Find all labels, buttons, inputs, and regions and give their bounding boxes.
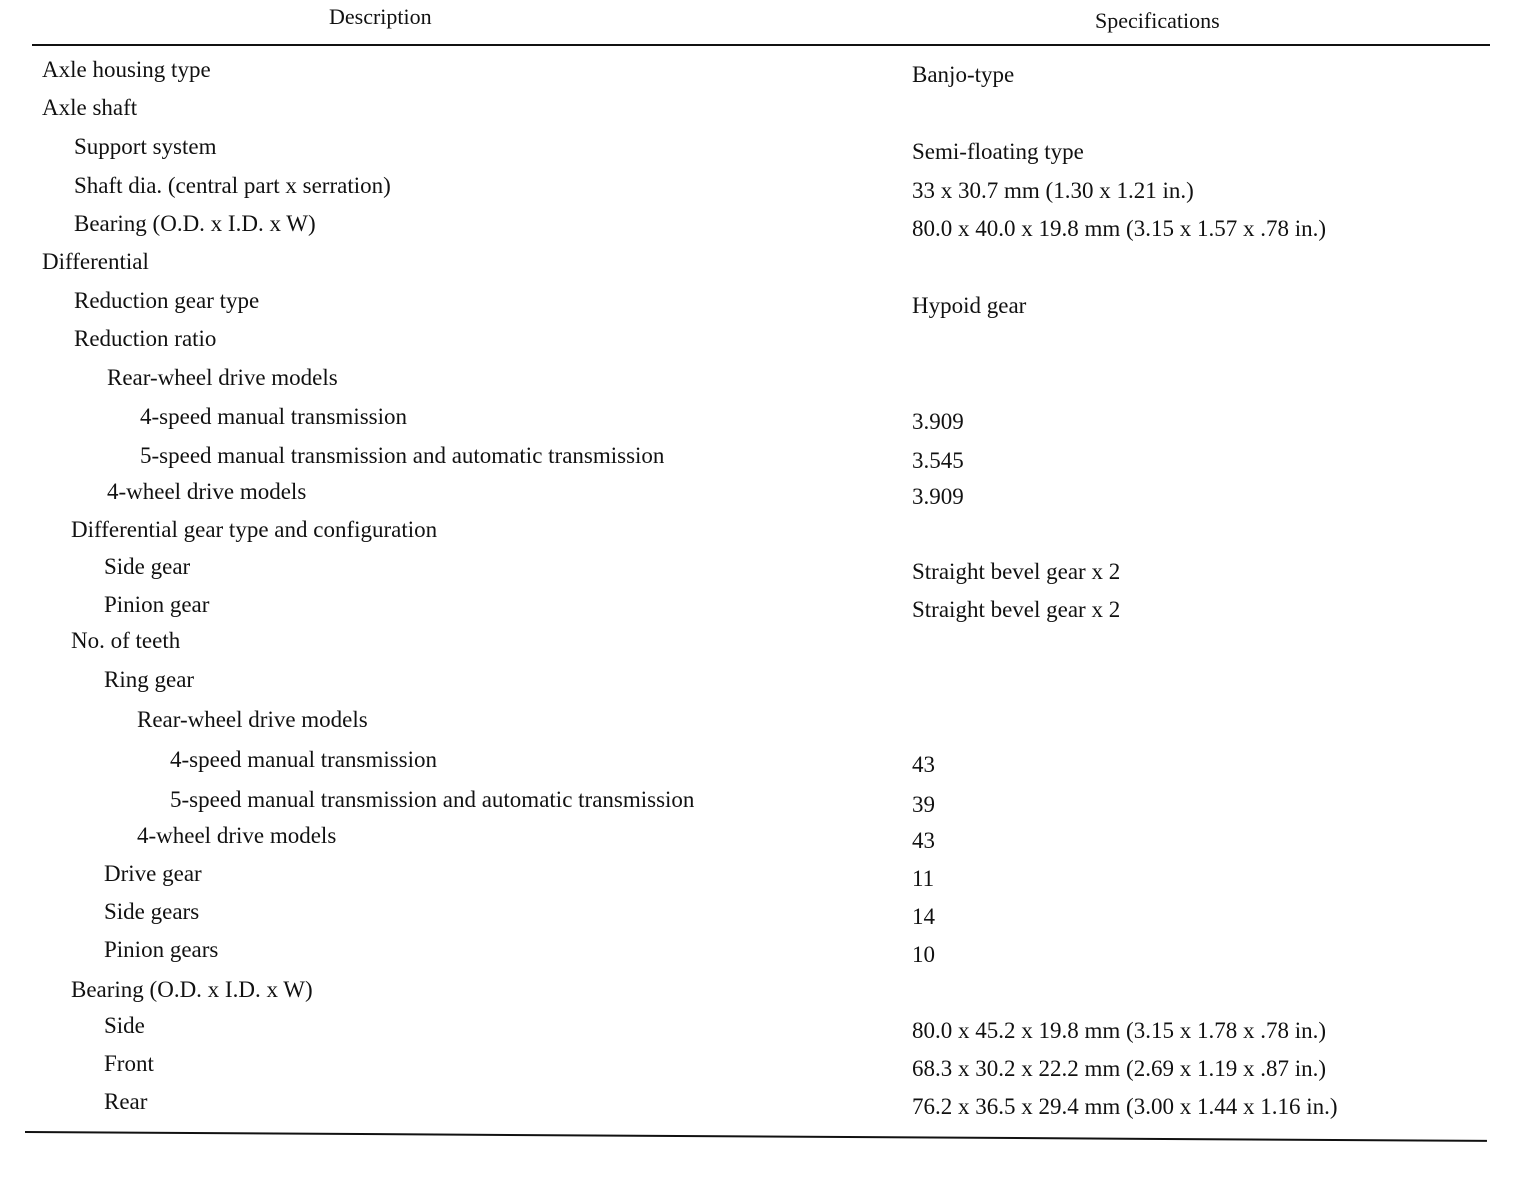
row-description: Axle shaft bbox=[42, 95, 138, 120]
row-description: Front bbox=[104, 1051, 154, 1076]
row-description: Pinion gear bbox=[104, 592, 210, 617]
header-description: Description bbox=[329, 4, 432, 29]
row-description: 5-speed manual transmission and automatic transmission bbox=[140, 443, 665, 468]
row-specification: 43 bbox=[912, 828, 935, 853]
row-specification: 80.0 x 45.2 x 19.8 mm (3.15 x 1.78 x .78 in.) bbox=[912, 1018, 1326, 1043]
row-description: Bearing (O.D. x I.D. x W) bbox=[71, 977, 313, 1002]
row-specification: 3.909 bbox=[912, 409, 964, 434]
row-description: Rear-wheel drive models bbox=[137, 707, 368, 732]
row-specification: 80.0 x 40.0 x 19.8 mm (3.15 x 1.57 x .78 in.) bbox=[912, 216, 1326, 241]
header-specifications: Specifications bbox=[1095, 8, 1220, 33]
row-description: Drive gear bbox=[104, 861, 202, 886]
row-description: Rear-wheel drive models bbox=[107, 365, 338, 390]
row-description: Reduction ratio bbox=[74, 326, 217, 351]
row-description: Bearing (O.D. x I.D. x W) bbox=[74, 211, 316, 236]
row-specification: 68.3 x 30.2 x 22.2 mm (2.69 x 1.19 x .87 in.) bbox=[912, 1056, 1326, 1081]
row-specification: Straight bevel gear x 2 bbox=[912, 559, 1121, 584]
row-specification: 14 bbox=[912, 904, 935, 929]
row-description: Side gear bbox=[104, 554, 191, 579]
row-description: 5-speed manual transmission and automatic transmission bbox=[170, 787, 695, 812]
row-description: No. of teeth bbox=[71, 628, 181, 653]
row-specification: Straight bevel gear x 2 bbox=[912, 597, 1121, 622]
row-description: Side bbox=[104, 1013, 145, 1038]
row-description: Axle housing type bbox=[42, 57, 211, 82]
row-specification: 3.909 bbox=[912, 484, 964, 509]
row-specification: Hypoid gear bbox=[912, 293, 1027, 318]
row-description: Differential gear type and configuration bbox=[71, 517, 438, 542]
row-specification: 76.2 x 36.5 x 29.4 mm (3.00 x 1.44 x 1.16 in.) bbox=[912, 1094, 1338, 1119]
row-description: Reduction gear type bbox=[74, 288, 260, 313]
bottom-rule bbox=[25, 1131, 1487, 1142]
row-specification: 3.545 bbox=[912, 448, 964, 473]
row-description: Support system bbox=[74, 134, 217, 159]
row-description: Rear bbox=[104, 1089, 148, 1114]
row-description: Shaft dia. (central part x serration) bbox=[74, 173, 391, 198]
row-description: Differential bbox=[42, 249, 149, 274]
row-description: Pinion gears bbox=[104, 937, 219, 962]
row-description: 4-speed manual transmission bbox=[170, 747, 438, 772]
row-specification: 10 bbox=[912, 942, 935, 967]
row-description: Ring gear bbox=[104, 667, 195, 692]
row-description: 4-wheel drive models bbox=[107, 479, 307, 504]
row-description: 4-wheel drive models bbox=[137, 823, 337, 848]
row-specification: 11 bbox=[912, 866, 935, 891]
header-rule bbox=[32, 44, 1490, 46]
row-specification: Banjo-type bbox=[912, 62, 1015, 87]
row-specification: 39 bbox=[912, 792, 935, 817]
row-specification: 43 bbox=[912, 752, 935, 777]
row-specification: Semi-floating type bbox=[912, 139, 1084, 164]
row-specification: 33 x 30.7 mm (1.30 x 1.21 in.) bbox=[912, 178, 1194, 203]
row-description: 4-speed manual transmission bbox=[140, 404, 408, 429]
row-description: Side gears bbox=[104, 899, 200, 924]
